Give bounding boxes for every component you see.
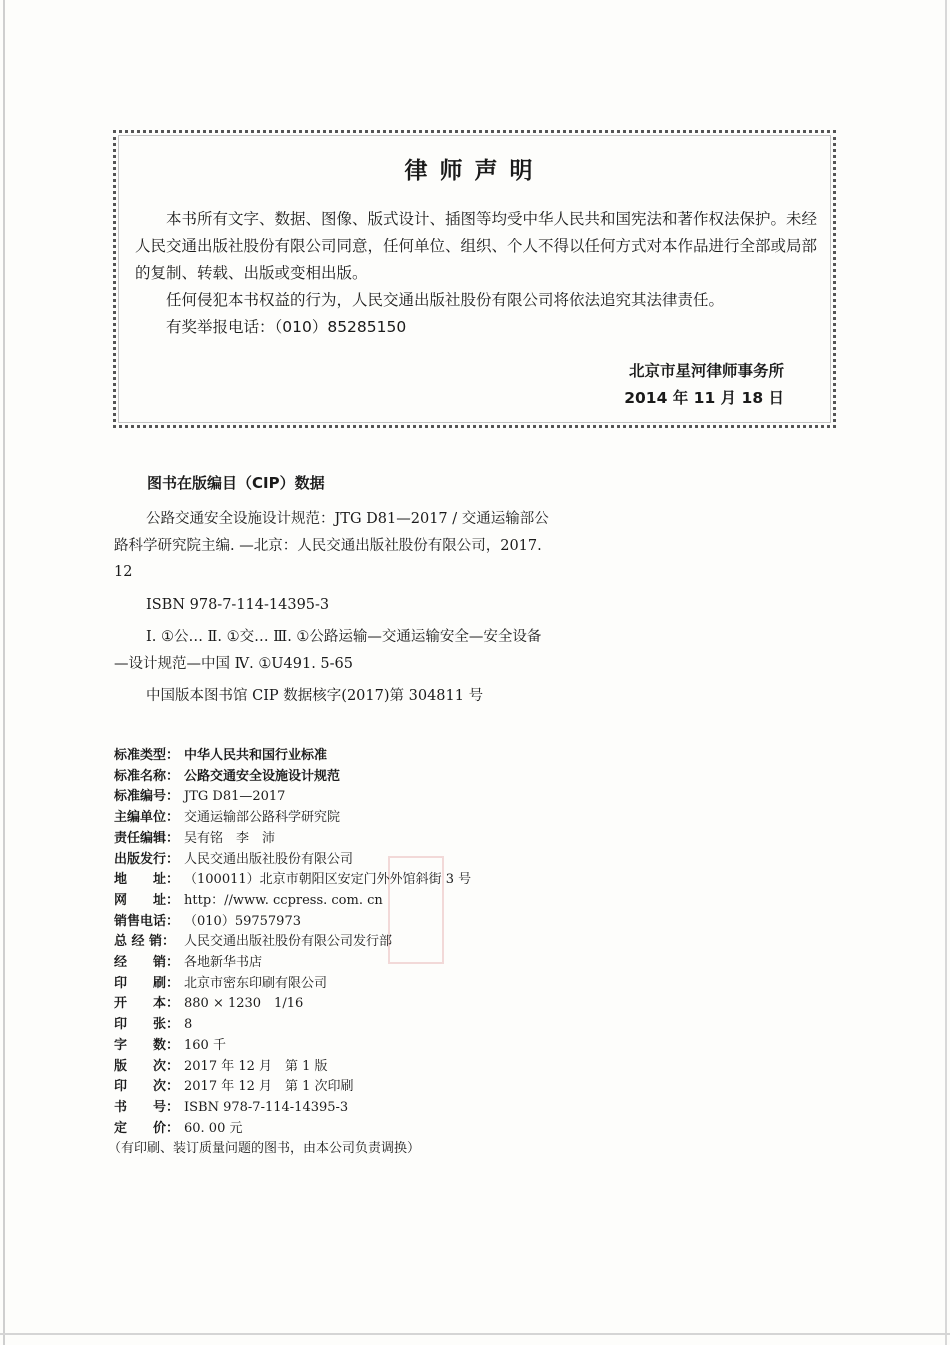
cip-classification: Ⅰ. ①公… Ⅱ. ①交… Ⅲ. ①公路运输—交通运输安全—安全设备—设计规范—中国 Ⅳ. ①U491. 5-65: [114, 629, 542, 672]
info-label: 标准类型：: [114, 748, 180, 763]
statement-hotline: 有奖举报电话：（010）85285150: [166, 318, 407, 336]
info-row: [114, 1119, 614, 1140]
info-row: [114, 994, 614, 1015]
info-row: [114, 891, 614, 912]
cip-entry: 公路交通安全设施设计规范：JTG D81—2017 / 交通运输部公路科学研究院主编. —北京：人民交通出版社股份有限公司，2017. 12: [114, 511, 549, 580]
info-value: 各地新华书店: [184, 955, 263, 971]
info-value: 160 千: [184, 1037, 226, 1053]
info-label: 标准名称：: [114, 768, 180, 784]
info-value: 8: [184, 1017, 193, 1033]
info-label: 字 数：: [114, 1037, 180, 1053]
info-value: 北京市密东印刷有限公司: [184, 975, 328, 991]
info-value: 2017 年 12 月 第 1 版: [184, 1058, 328, 1074]
info-row: [114, 1077, 614, 1098]
statement-paragraph: 本书所有文字、数据、图像、版式设计、插图等均受中华人民共和国宪法和著作权法保护。未经人民交通出版社股份有限公司同意，任何单位、组织、个人不得以任何方式对本作品进行全部或局部的复制、转载、出版或变相出版。: [135, 210, 818, 282]
info-row: [114, 1015, 614, 1036]
statement-body: [135, 206, 818, 341]
info-row: [114, 746, 614, 767]
info-row: [114, 912, 614, 933]
info-label: 印 次：: [114, 1079, 180, 1095]
info-row: [114, 870, 614, 891]
cip-isbn: ISBN 978-7-114-14395-3: [146, 596, 330, 613]
info-row: [114, 808, 614, 829]
info-value: （010）59757973: [184, 913, 301, 929]
info-label: 地 址：: [114, 872, 180, 888]
info-row: [114, 1036, 614, 1057]
info-value: 中华人民共和国行业标准: [184, 748, 328, 763]
info-value: 公路交通安全设施设计规范: [184, 768, 341, 784]
info-row: [114, 932, 614, 953]
info-row: [114, 829, 614, 850]
info-label: 版 次：: [114, 1058, 180, 1074]
page-edge-bottom: [0, 1333, 950, 1335]
info-value: 880 × 1230 1/16: [184, 996, 304, 1012]
info-label: 书 号：: [114, 1099, 180, 1115]
info-label: 责任编辑：: [114, 830, 180, 846]
info-label: 经 销：: [114, 955, 180, 971]
info-label: 销售电话：: [114, 913, 180, 929]
info-value: （100011）北京市朝阳区安定门外外馆斜街 3 号: [184, 872, 472, 888]
info-note-row: [108, 1139, 614, 1160]
info-row: [114, 850, 614, 871]
info-row: [114, 787, 614, 808]
cip-record-number: 中国版本图书馆 CIP 数据核字(2017)第 304811 号: [146, 688, 484, 704]
signer-name: 北京市星河律师事务所: [628, 362, 784, 380]
info-label: 网 址：: [114, 892, 180, 908]
cip-title: 图书在版编目（CIP）数据: [147, 474, 325, 492]
info-value: 60. 00 元: [184, 1120, 243, 1136]
info-label: 总 经 销：: [114, 934, 176, 950]
page-edge-left: [3, 0, 5, 1345]
lawyer-statement-box: [113, 130, 836, 428]
statement-paragraph: 任何侵犯本书权益的行为，人民交通出版社股份有限公司将依法追究其法律责任。: [166, 291, 725, 309]
info-label: 出版发行：: [114, 851, 180, 867]
cip-data: [114, 506, 554, 716]
signature-date: 2014 年 11 月 18 日: [624, 389, 784, 407]
info-value: 人民交通出版社股份有限公司发行部: [184, 934, 393, 950]
info-value: 人民交通出版社股份有限公司: [184, 851, 354, 867]
info-label: 主编单位：: [114, 810, 180, 826]
info-label: 印 张：: [114, 1017, 180, 1033]
info-row: [114, 953, 614, 974]
info-row: [114, 1057, 614, 1078]
info-label: 印 刷：: [114, 975, 180, 991]
info-label: 标准编号：: [114, 789, 180, 805]
info-row: [114, 767, 614, 788]
standard-info-list: [108, 746, 614, 1160]
info-label: 定 价：: [114, 1120, 180, 1136]
statement-title: 律师声明: [404, 158, 545, 184]
info-value: 吴有铭 李 沛: [184, 830, 276, 846]
info-row: [114, 974, 614, 995]
info-value: 2017 年 12 月 第 1 次印刷: [184, 1079, 354, 1095]
info-label: 开 本：: [114, 996, 180, 1012]
info-value: ISBN 978-7-114-14395-3: [184, 1099, 349, 1115]
statement-signature: [624, 358, 784, 412]
info-value: 交通运输部公路科学研究院: [184, 810, 341, 826]
info-value: JTG D81—2017: [184, 789, 286, 805]
page-edge-right: [945, 0, 947, 1345]
info-value: http：//www. ccpress. com. cn: [184, 892, 383, 908]
quality-note: （有印刷、装订质量问题的图书，由本公司负责调换）: [108, 1141, 421, 1157]
info-row: [114, 1098, 614, 1119]
